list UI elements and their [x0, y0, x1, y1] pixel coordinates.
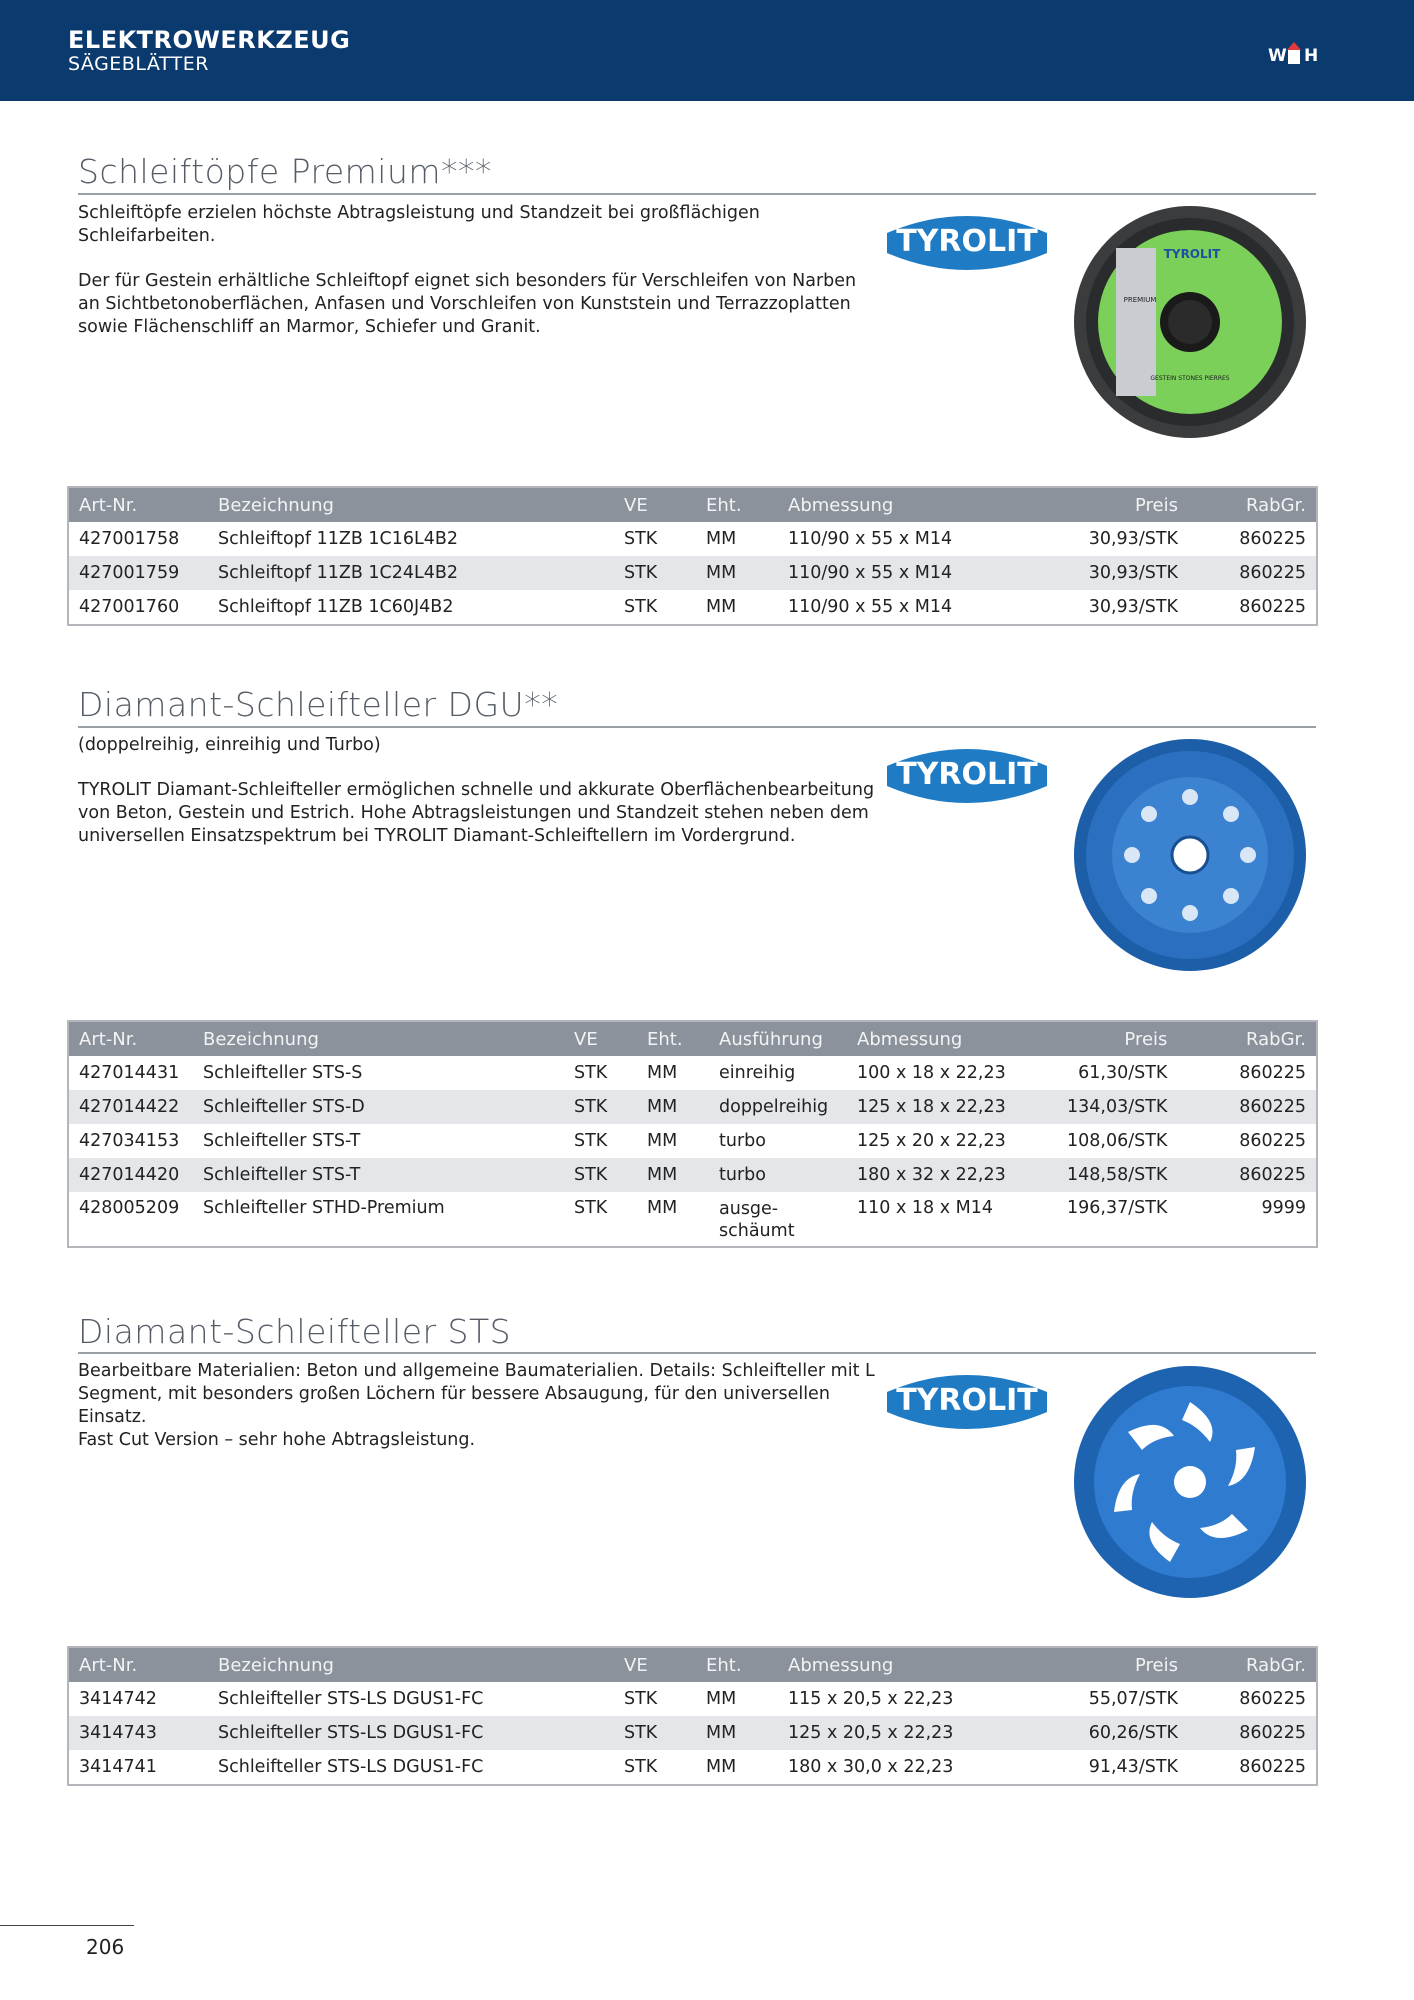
- section-description: [78, 202, 878, 361]
- section-divider: [78, 193, 1316, 195]
- col-preis: Preis: [1057, 1021, 1177, 1056]
- col-ausfuehrung: Ausführung: [709, 1021, 847, 1056]
- col-rabgr: RabGr.: [1188, 487, 1317, 522]
- cell-art-nr: 428005209: [79, 1198, 180, 1218]
- table-header-row: [68, 487, 1317, 522]
- cell-eht: MM: [637, 1158, 709, 1192]
- col-ve: VE: [614, 487, 696, 522]
- cell-art-nr: 427001759: [68, 556, 208, 590]
- product-label-brand: TYROLIT: [1163, 247, 1221, 261]
- table-row: [68, 1192, 1317, 1247]
- col-bezeichnung: Bezeichnung: [208, 487, 614, 522]
- cell-ve: STK: [624, 597, 658, 617]
- cell-rabgr: 860225: [1188, 556, 1317, 590]
- cell-preis: 30,93/STK: [1088, 597, 1178, 617]
- cell-ve: STK: [614, 556, 696, 590]
- cell-ve: STK: [574, 1063, 608, 1083]
- cell-bezeichnung: Schleifteller STS-T: [203, 1131, 361, 1151]
- cell-rabgr: 860225: [1239, 1689, 1306, 1709]
- col-ve: VE: [564, 1021, 637, 1056]
- cell-ve: STK: [574, 1198, 608, 1218]
- tyrolit-logo: [883, 736, 1051, 812]
- cell-bezeichnung: Schleifteller STS-S: [203, 1063, 363, 1083]
- cell-preis: 30,93/STK: [1058, 556, 1188, 590]
- col-preis: Preis: [1058, 1647, 1188, 1682]
- header-category: ELEKTROWERKZEUG: [68, 26, 351, 54]
- cell-ve: STK: [624, 1757, 658, 1777]
- col-eht: Eht.: [696, 1647, 778, 1682]
- tyrolit-logo: [883, 203, 1051, 279]
- cell-bezeichnung: Schleiftopf 11ZB 1C60J4B2: [218, 597, 454, 617]
- cell-abmessung: 115 x 20,5 x 22,23: [788, 1689, 954, 1709]
- product-table-schleiftoepfe: [67, 486, 1318, 626]
- table-row: [68, 1090, 1317, 1124]
- cell-preis: 91,43/STK: [1088, 1757, 1178, 1777]
- section-title-sts: Diamant-Schleifteller STS: [78, 1312, 512, 1351]
- table-row: [68, 1750, 1317, 1785]
- cell-bezeichnung: Schleifteller STS-LS DGUS1-FC: [208, 1716, 614, 1750]
- table-row: [68, 1124, 1317, 1158]
- logo-letter-w: W: [1268, 46, 1287, 66]
- section-title-schleiftoepfe: Schleiftöpfe Premium***: [78, 152, 493, 191]
- col-ve: VE: [614, 1647, 696, 1682]
- section-description: [78, 734, 878, 870]
- description-paragraph: Bearbeitbare Materialien: Beton und allgemeine Baumaterialien. Details: Schleifteller mit L Segment, mit besonders großen Löchern für bessere Absaugung, für den universellen Einsatz.: [78, 1361, 875, 1427]
- header-subcategory: SÄGEBLÄTTER: [68, 53, 209, 75]
- cell-abmessung: 180 x 30,0 x 22,23: [788, 1757, 954, 1777]
- company-logo: [1268, 38, 1322, 68]
- table-row: [68, 590, 1317, 625]
- product-image-sts-disc: [1070, 1362, 1310, 1602]
- cell-rabgr: 860225: [1239, 1131, 1306, 1151]
- cell-bezeichnung: Schleifteller STS-LS DGUS1-FC: [218, 1689, 484, 1709]
- cell-abmessung: 110/90 x 55 x M14: [788, 529, 953, 549]
- cell-art-nr: 427014431: [79, 1063, 180, 1083]
- cell-bezeichnung: Schleiftopf 11ZB 1C24L4B2: [208, 556, 614, 590]
- cell-preis: 108,06/STK: [1067, 1131, 1168, 1151]
- cell-preis: 60,26/STK: [1058, 1716, 1188, 1750]
- cell-rabgr: 860225: [1177, 1090, 1317, 1124]
- product-label-material: GESTEIN STONES PIERRES: [1150, 375, 1230, 382]
- cell-abmessung: 180 x 32 x 22,23: [847, 1158, 1057, 1192]
- section-divider: [78, 1352, 1316, 1354]
- description-paragraph: TYROLIT Diamant-Schleifteller ermöglichen schnelle und akkurate Oberflächenbearbeitung von Beton, Gestein und Estrich. Hohe Abtragsleistungen und Standzeit stehen neben dem universellen Einsatzspektrum bei TYROLIT Diamant-Schleiftellern im Vordergrund.: [78, 780, 875, 846]
- tyrolit-logo-text: TYROLIT: [896, 1383, 1038, 1418]
- cell-bezeichnung: Schleifteller STHD-Premium: [203, 1198, 445, 1218]
- cell-eht: MM: [706, 1757, 737, 1777]
- col-eht: Eht.: [637, 1021, 709, 1056]
- cell-abmessung: 100 x 18 x 22,23: [857, 1063, 1006, 1083]
- col-art-nr: Art-Nr.: [68, 1021, 193, 1056]
- cell-eht: MM: [696, 1716, 778, 1750]
- col-bezeichnung: Bezeichnung: [193, 1021, 564, 1056]
- cell-art-nr: 3414743: [68, 1716, 208, 1750]
- table-row: [68, 1682, 1317, 1716]
- cell-bezeichnung: Schleifteller STS-LS DGUS1-FC: [218, 1757, 484, 1777]
- cell-art-nr: 3414742: [79, 1689, 157, 1709]
- cell-art-nr: 427014422: [68, 1090, 193, 1124]
- col-preis: Preis: [1058, 487, 1188, 522]
- cell-abmessung: 125 x 20,5 x 22,23: [778, 1716, 1058, 1750]
- cell-art-nr: 427001758: [79, 529, 180, 549]
- cell-bezeichnung: Schleifteller STS-D: [193, 1090, 564, 1124]
- col-art-nr: Art-Nr.: [68, 1647, 208, 1682]
- description-paragraph: Der für Gestein erhältliche Schleiftopf eignet sich besonders für Verschleifen von Narben an Sichtbetonoberflächen, Anfasen und Vorschleifen von Kunststein und Terrazzoplatten sowie Flächenschliff an Marmor, Schiefer und Granit.: [78, 271, 857, 337]
- col-abmessung: Abmessung: [778, 1647, 1058, 1682]
- product-label-premium: PREMIUM: [1123, 296, 1157, 304]
- product-table-sts: [67, 1646, 1318, 1786]
- col-bezeichnung: Bezeichnung: [208, 1647, 614, 1682]
- cell-abmessung: 110/90 x 55 x M14: [788, 597, 953, 617]
- cell-rabgr: 860225: [1177, 1158, 1317, 1192]
- cell-art-nr: 427034153: [79, 1131, 180, 1151]
- cell-rabgr: 860225: [1239, 597, 1306, 617]
- table-row: [68, 522, 1317, 556]
- product-table-dgu: [67, 1020, 1318, 1248]
- table-row: [68, 556, 1317, 590]
- page-header: [0, 0, 1414, 101]
- col-abmessung: Abmessung: [778, 487, 1058, 522]
- cell-ve: STK: [624, 1689, 658, 1709]
- cell-eht: MM: [706, 597, 737, 617]
- tyrolit-logo: [883, 1362, 1051, 1438]
- product-image-dgu-disc: [1070, 735, 1310, 975]
- description-paragraph: Schleiftöpfe erzielen höchste Abtragsleistung und Standzeit bei großflächigen Schleifarbeiten.: [78, 203, 760, 246]
- cell-eht: MM: [706, 529, 737, 549]
- cell-ausfuehrung: einreihig: [719, 1063, 796, 1083]
- table-header-row: [68, 1647, 1317, 1682]
- footer-rule: [0, 1925, 134, 1926]
- logo-letter-h: H: [1304, 46, 1319, 66]
- cell-ve: STK: [574, 1131, 608, 1151]
- cell-rabgr: 860225: [1239, 1757, 1306, 1777]
- cell-preis: 55,07/STK: [1088, 1689, 1178, 1709]
- cell-preis: 148,58/STK: [1057, 1158, 1177, 1192]
- cell-eht: MM: [647, 1198, 678, 1218]
- col-art-nr: Art-Nr.: [68, 487, 208, 522]
- cell-art-nr: 3414741: [79, 1757, 157, 1777]
- cell-ausfuehrung: ausge-schäumt: [719, 1199, 795, 1241]
- cell-abmessung: 110 x 18 x M14: [857, 1198, 994, 1218]
- cell-abmessung: 110/90 x 55 x M14: [778, 556, 1058, 590]
- cell-preis: 196,37/STK: [1067, 1198, 1168, 1218]
- table-row: [68, 1716, 1317, 1750]
- col-eht: Eht.: [696, 487, 778, 522]
- cell-rabgr: 860225: [1239, 529, 1306, 549]
- cell-preis: 61,30/STK: [1078, 1063, 1168, 1083]
- cell-ausfuehrung: turbo: [719, 1131, 766, 1151]
- cell-ve: STK: [564, 1090, 637, 1124]
- cell-abmessung: 125 x 18 x 22,23: [847, 1090, 1057, 1124]
- tyrolit-logo-text: TYROLIT: [896, 224, 1038, 259]
- table-row: [68, 1158, 1317, 1192]
- cell-ve: STK: [614, 1716, 696, 1750]
- product-image-schleiftopf: [1070, 202, 1310, 442]
- cell-bezeichnung: Schleifteller STS-T: [193, 1158, 564, 1192]
- cell-ausfuehrung: doppelreihig: [709, 1090, 847, 1124]
- cell-ve: STK: [564, 1158, 637, 1192]
- col-rabgr: RabGr.: [1188, 1647, 1317, 1682]
- cell-eht: MM: [637, 1090, 709, 1124]
- col-rabgr: RabGr.: [1177, 1021, 1317, 1056]
- cell-rabgr: 860225: [1239, 1063, 1306, 1083]
- col-abmessung: Abmessung: [847, 1021, 1057, 1056]
- cell-art-nr: 427001760: [79, 597, 180, 617]
- cell-bezeichnung: Schleiftopf 11ZB 1C16L4B2: [218, 529, 459, 549]
- section-divider: [78, 726, 1316, 728]
- description-paragraph: (doppelreihig, einreihig und Turbo): [78, 735, 381, 755]
- section-title-dgu: Diamant-Schleifteller DGU**: [78, 685, 559, 724]
- cell-rabgr: 860225: [1188, 1716, 1317, 1750]
- cell-rabgr: 9999: [1261, 1198, 1306, 1218]
- house-icon: [1287, 42, 1301, 64]
- cell-preis: 30,93/STK: [1088, 529, 1178, 549]
- cell-eht: MM: [647, 1063, 678, 1083]
- cell-art-nr: 427014420: [68, 1158, 193, 1192]
- cell-abmessung: 125 x 20 x 22,23: [857, 1131, 1006, 1151]
- section-description: [78, 1360, 878, 1474]
- table-row: [68, 1056, 1317, 1090]
- cell-eht: MM: [647, 1131, 678, 1151]
- description-paragraph: Fast Cut Version – sehr hohe Abtragsleistung.: [78, 1430, 476, 1450]
- page-number: 206: [86, 1935, 125, 1959]
- cell-ve: STK: [624, 529, 658, 549]
- cell-ausfuehrung: turbo: [709, 1158, 847, 1192]
- cell-eht: MM: [696, 556, 778, 590]
- cell-eht: MM: [706, 1689, 737, 1709]
- cell-preis: 134,03/STK: [1057, 1090, 1177, 1124]
- table-header-row: [68, 1021, 1317, 1056]
- tyrolit-logo-text: TYROLIT: [896, 757, 1038, 792]
